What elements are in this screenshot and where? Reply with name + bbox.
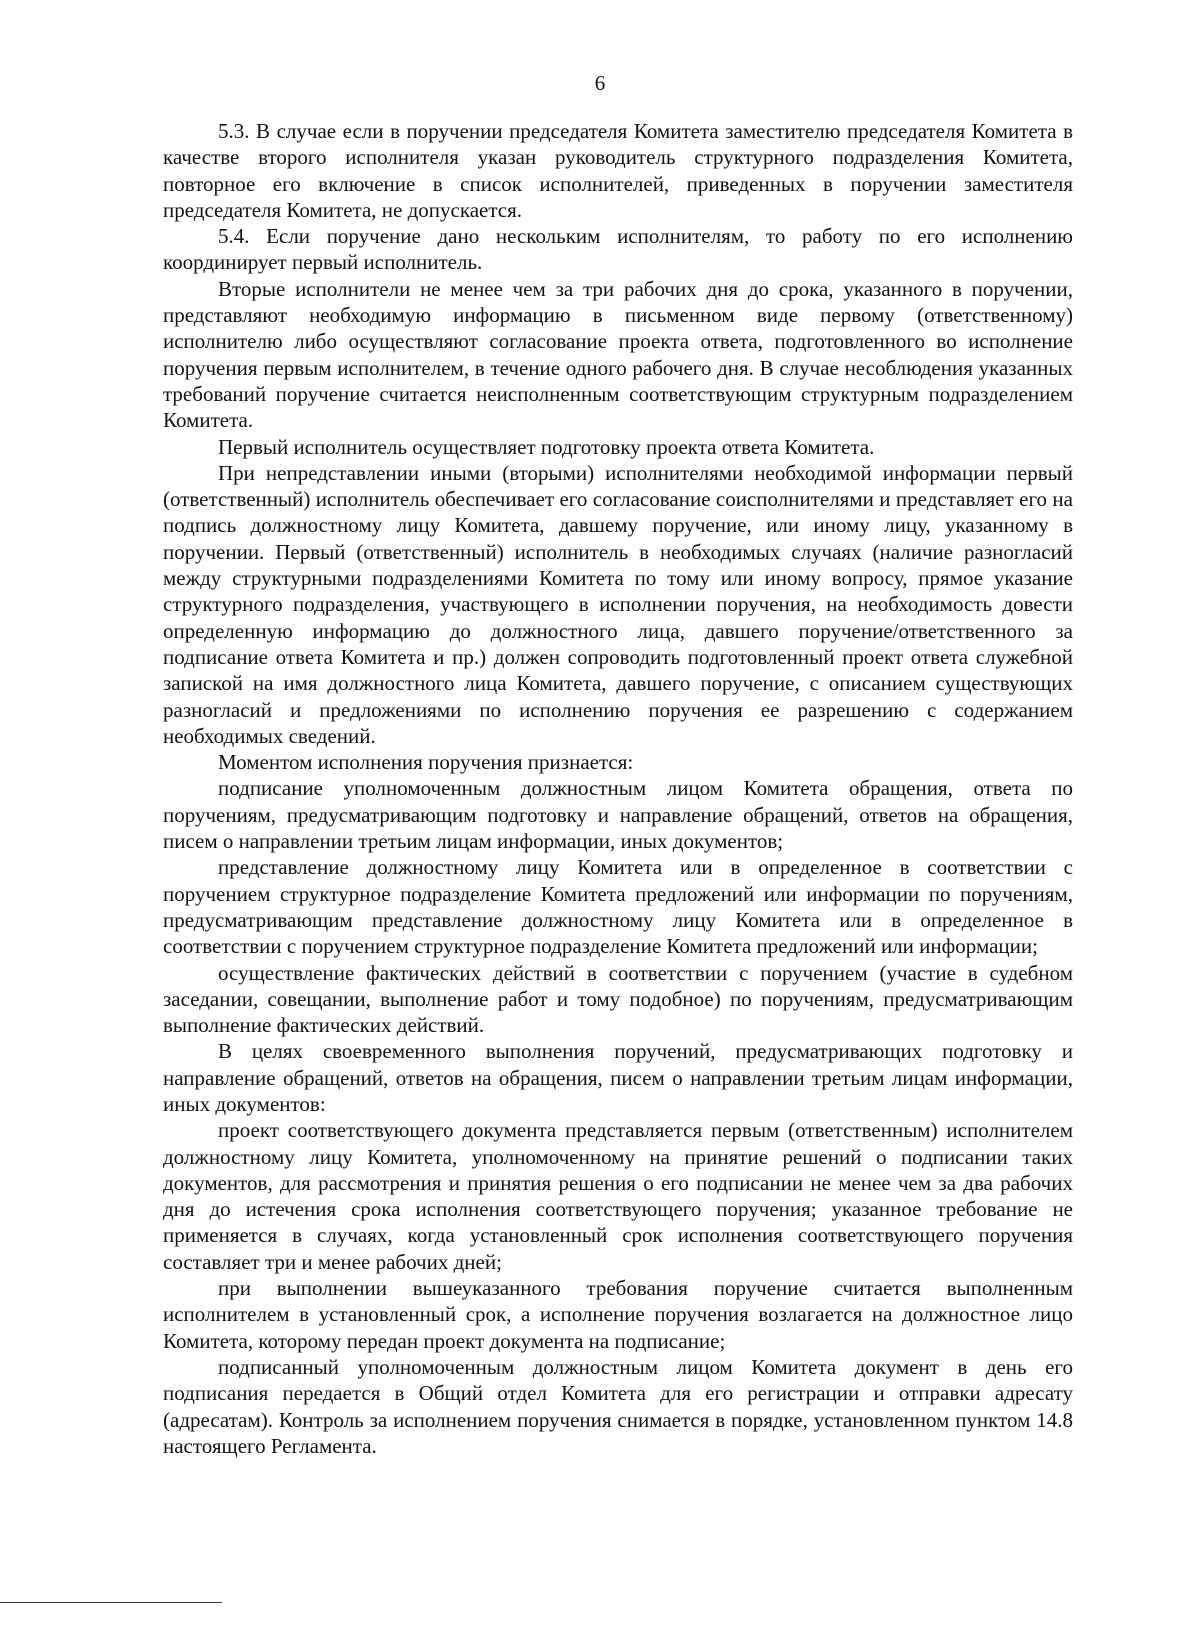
paragraph-second-executors: Вторые исполнители не менее чем за три рабочих дня до срока, указанного в поручении, представляют необходимую информацию в письменном виде первому (ответственному) исполнителю либо осуществляют согласование проекта ответа, подготовленного во исполнение поручения первым исполнителем, в течение одного рабочего дня. В случае несоблюдения указанных требований поручение считается неисполненным соответствующим структурным подразделением Комитета. — [163, 276, 1073, 433]
paragraph-actual-actions: осуществление фактических действий в соответствии с поручением (участие в судебном заседании, совещании, выполнение работ и тому подобное) по поручениям, предусматривающим выполнение фактических действий. — [163, 960, 1073, 1038]
paragraph-5-3: 5.3. В случае если в поручении председателя Комитета заместителю председателя Комитета в качестве второго исполнителя указан руководитель структурного подразделения Комитета, повторное его включение в список исполнителей, приведенных в поручении заместителя председателя Комитета, не допускается. — [163, 119, 1073, 222]
paragraph-execution-moment: Моментом исполнения поручения признается: — [218, 750, 634, 775]
paragraph-signing: подписание уполномоченным должностным лицом Комитета обращения, ответа по поручениям, предусматривающим подготовку и направление обращений, ответов на обращения, писем о направлении третьим лицам информации, иных документов; — [163, 776, 1073, 854]
paragraph-submission: представление должностному лицу Комитета или в определенное в соответствии с поручением структурное подразделение Комитета предложений или информации по поручениям, предусматривающим представление должностному лицу Комитета или в определенное в соответствии с поручением структурное подразделение Комитета предложений или информации; — [163, 855, 1073, 959]
paragraph-non-submission: При непредставлении иными (вторыми) исполнителями необходимой информации первый (ответственный) исполнитель обеспечивает его согласование соисполнителями и представляет его на подпись должностному лицу Комитета, давшему поручение, или иному лицу, указанному в поручении. Первый (ответственный) исполнитель в необходимых случаях (наличие разногласий между структурными подразделениями Комитета по тому или иному вопросу, прямое указание структурного подразделения, участвующего в исполнении поручения, на необходимость довести определенную информацию до должностного лица, давшего поручение/ответственного за подписание ответа Комитета и пр.) должен сопроводить подготовленный проект ответа служебной запиской на имя должностного лица Комитета, давшего поручение, с описанием существующих разногласий и предложениями по исполнению поручения ее разрешению с содержанием необходимых сведений. — [163, 460, 1073, 748]
paragraph-5-4: 5.4. Если поручение дано нескольким исполнителям, то работу по его исполнению координирует первый исполнитель. — [163, 224, 1073, 275]
paragraph-requirement-met: при выполнении вышеуказанного требования поручение считается выполненным исполнителем в установленный срок, а исполнение поручения возлагается на должностное лицо Комитета, которому передан проект документа на подписание; — [163, 1276, 1073, 1353]
page-number: 6 — [594, 71, 606, 95]
paragraph-timely-execution: В целях своевременного выполнения поручений, предусматривающих подготовку и направление обращений, ответов на обращения, писем о направлении третьим лицам информации, иных документов: — [163, 1039, 1073, 1116]
paragraph-draft-document: проект соответствующего документа представляется первым (ответственным) исполнителем должностному лицу Комитета, уполномоченному на принятие решений о подписании таких документов, для рассмотрения и принятия решения о его подписании не менее чем за два рабочих дня до истечения срока исполнения соответствующего поручения; указанное требование не применяется в случаях, когда установленный срок исполнения соответствующего поручения составляет три и менее рабочих дней; — [163, 1118, 1073, 1274]
footer-divider — [0, 1602, 222, 1603]
paragraph-first-executor: Первый исполнитель осуществляет подготовку проекта ответа Комитета. — [218, 434, 875, 459]
document-body — [163, 118, 1073, 1459]
paragraph-signed-document: подписанный уполномоченным должностным лицом Комитета документ в день его подписания передается в Общий отдел Комитета для его регистрации и отправки адресату (адресатам). Контроль за исполнением поручения снимается в порядке, установленном пунктом 14.8 настоящего Регламента. — [163, 1354, 1073, 1458]
